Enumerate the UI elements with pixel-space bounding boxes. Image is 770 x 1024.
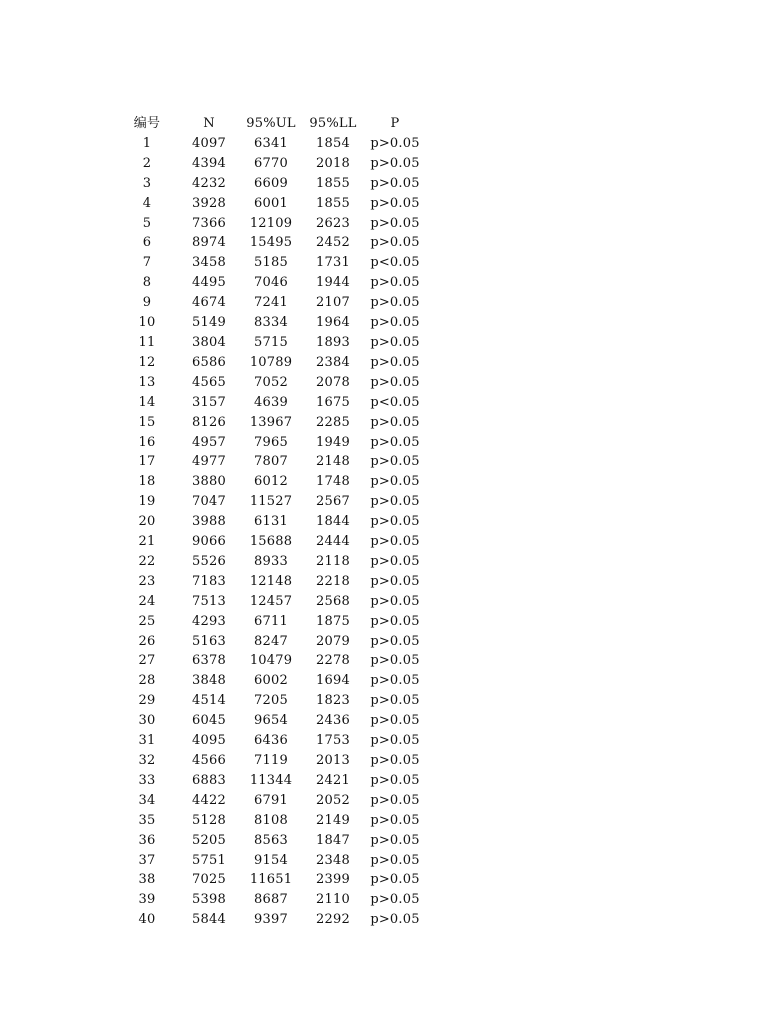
table-row xyxy=(116,671,426,691)
cell-n: 4394 xyxy=(192,155,226,171)
cell-p: p>0.05 xyxy=(370,235,420,251)
cell-id: 28 xyxy=(138,673,156,689)
table-row xyxy=(116,353,426,373)
cell-ul: 13967 xyxy=(249,414,293,430)
cell-p: p>0.05 xyxy=(370,753,420,768)
cell-id: 12 xyxy=(138,354,156,370)
table-row xyxy=(116,870,426,890)
cell-ul: 9397 xyxy=(254,912,288,928)
cell-p: p>0.05 xyxy=(370,633,420,649)
table-row xyxy=(116,910,426,930)
cell-id: 29 xyxy=(138,693,156,709)
cell-p: p>0.05 xyxy=(370,295,420,311)
cell-n: 3157 xyxy=(192,394,226,410)
cell-p: p>0.05 xyxy=(370,494,420,510)
cell-ul: 15688 xyxy=(249,534,293,550)
cell-n: 4957 xyxy=(192,434,226,450)
header-n: N xyxy=(203,116,215,131)
cell-p: p>0.05 xyxy=(370,315,420,331)
cell-ul: 7241 xyxy=(254,295,288,311)
cell-n: 7047 xyxy=(192,494,226,510)
cell-id: 1 xyxy=(142,135,152,151)
cell-id: 26 xyxy=(138,633,156,649)
cell-id: 30 xyxy=(138,713,156,729)
cell-ul: 5185 xyxy=(254,255,288,271)
cell-p: p>0.05 xyxy=(370,613,420,629)
cell-n: 5526 xyxy=(192,553,226,569)
cell-ul: 6770 xyxy=(254,155,288,171)
table-row xyxy=(116,333,426,353)
cell-ll: 2149 xyxy=(316,812,350,828)
cell-id: 22 xyxy=(138,553,156,569)
cell-ll: 2018 xyxy=(316,155,350,171)
cell-p: p>0.05 xyxy=(370,374,420,390)
cell-ll: 2107 xyxy=(316,295,350,311)
cell-n: 4293 xyxy=(192,613,226,629)
table-row xyxy=(116,273,426,293)
cell-id: 7 xyxy=(142,255,152,271)
cell-n: 4495 xyxy=(192,275,226,291)
cell-ul: 6711 xyxy=(254,613,288,629)
cell-ll: 2348 xyxy=(316,852,350,868)
header-row xyxy=(116,114,426,134)
cell-p: p>0.05 xyxy=(370,155,420,171)
header-95-ll: 95%LL xyxy=(309,116,357,131)
cell-n: 4977 xyxy=(192,454,226,470)
cell-p: p>0.05 xyxy=(370,912,420,928)
cell-n: 4095 xyxy=(192,733,226,749)
table-row xyxy=(116,154,426,174)
cell-n: 5751 xyxy=(192,852,226,868)
cell-ll: 2436 xyxy=(316,713,350,729)
cell-id: 15 xyxy=(138,414,156,430)
cell-id: 31 xyxy=(138,733,156,749)
cell-id: 20 xyxy=(138,514,156,530)
cell-ul: 8933 xyxy=(254,553,288,569)
cell-ll: 2568 xyxy=(316,593,350,609)
cell-ll: 1753 xyxy=(316,733,350,749)
cell-p: p>0.05 xyxy=(370,653,420,669)
cell-p: p>0.05 xyxy=(370,573,420,589)
cell-p: p>0.05 xyxy=(370,354,420,370)
cell-ll: 2278 xyxy=(316,653,350,669)
cell-n: 6586 xyxy=(192,354,226,370)
cell-ul: 8687 xyxy=(254,892,288,908)
cell-p: p>0.05 xyxy=(370,832,420,848)
header-id: 编号 xyxy=(133,116,161,131)
cell-id: 25 xyxy=(138,613,156,629)
cell-id: 32 xyxy=(138,753,156,768)
cell-id: 5 xyxy=(142,215,152,231)
table-row xyxy=(116,373,426,393)
cell-ul: 5715 xyxy=(254,334,288,350)
table-row xyxy=(116,413,426,433)
table-row xyxy=(116,174,426,194)
cell-n: 3458 xyxy=(192,255,226,271)
cell-id: 23 xyxy=(138,573,156,589)
table-row xyxy=(116,651,426,671)
cell-p: p>0.05 xyxy=(370,733,420,749)
cell-id: 38 xyxy=(138,872,156,888)
cell-ul: 12457 xyxy=(249,593,293,609)
cell-p: p>0.05 xyxy=(370,772,420,788)
cell-n: 7366 xyxy=(192,215,226,231)
cell-p: p>0.05 xyxy=(370,593,420,609)
cell-ll: 1847 xyxy=(316,832,350,848)
cell-ll: 1855 xyxy=(316,175,350,191)
cell-n: 4566 xyxy=(192,753,226,768)
cell-id: 27 xyxy=(138,653,156,669)
cell-p: p>0.05 xyxy=(370,334,420,350)
cell-ll: 1944 xyxy=(316,275,350,291)
cell-ll: 1964 xyxy=(316,315,350,331)
cell-p: p>0.05 xyxy=(370,852,420,868)
table-row xyxy=(116,253,426,273)
cell-ul: 6001 xyxy=(254,195,288,211)
cell-ul: 12148 xyxy=(249,573,293,589)
cell-ul: 7119 xyxy=(254,753,288,768)
table-row xyxy=(116,791,426,811)
cell-ll: 1748 xyxy=(316,474,350,490)
header-95-ul: 95%UL xyxy=(246,116,296,131)
cell-ul: 6341 xyxy=(254,135,288,151)
cell-n: 6378 xyxy=(192,653,226,669)
cell-ll: 2118 xyxy=(316,553,350,569)
cell-n: 3988 xyxy=(192,514,226,530)
cell-p: p>0.05 xyxy=(370,215,420,231)
cell-p: p>0.05 xyxy=(370,713,420,729)
table-row xyxy=(116,831,426,851)
table-row xyxy=(116,890,426,910)
cell-n: 3848 xyxy=(192,673,226,689)
cell-id: 39 xyxy=(138,892,156,908)
cell-id: 40 xyxy=(138,912,156,928)
cell-id: 36 xyxy=(138,832,156,848)
cell-ll: 1854 xyxy=(316,135,350,151)
cell-n: 5128 xyxy=(192,812,226,828)
data-table xyxy=(116,114,426,930)
cell-ll: 1694 xyxy=(316,673,350,689)
cell-p: p>0.05 xyxy=(370,454,420,470)
table-row xyxy=(116,632,426,652)
cell-n: 5163 xyxy=(192,633,226,649)
cell-ll: 1823 xyxy=(316,693,350,709)
cell-id: 37 xyxy=(138,852,156,868)
cell-ll: 2452 xyxy=(316,235,350,251)
cell-p: p>0.05 xyxy=(370,434,420,450)
table-header xyxy=(116,114,426,134)
table-row xyxy=(116,572,426,592)
cell-n: 4097 xyxy=(192,135,226,151)
table-row xyxy=(116,771,426,791)
cell-ll: 2078 xyxy=(316,374,350,390)
table-row xyxy=(116,532,426,552)
cell-n: 6883 xyxy=(192,772,226,788)
cell-n: 7025 xyxy=(192,872,226,888)
table-row xyxy=(116,492,426,512)
cell-ll: 1675 xyxy=(316,394,350,410)
cell-ul: 15495 xyxy=(249,235,293,251)
cell-ul: 6012 xyxy=(254,474,288,490)
cell-ll: 1949 xyxy=(316,434,350,450)
cell-ul: 8563 xyxy=(254,832,288,848)
cell-p: p>0.05 xyxy=(370,812,420,828)
cell-ll: 2148 xyxy=(316,454,350,470)
cell-ul: 7052 xyxy=(254,374,288,390)
cell-n: 6045 xyxy=(192,713,226,729)
cell-ll: 2079 xyxy=(316,633,350,649)
cell-ul: 7965 xyxy=(254,434,288,450)
header-p: P xyxy=(390,116,400,131)
cell-id: 9 xyxy=(142,295,152,311)
cell-n: 3928 xyxy=(192,195,226,211)
cell-id: 6 xyxy=(142,235,152,251)
table-row xyxy=(116,731,426,751)
table-row xyxy=(116,233,426,253)
cell-p: p>0.05 xyxy=(370,514,420,530)
cell-ul: 6131 xyxy=(254,514,288,530)
table-row xyxy=(116,134,426,154)
cell-id: 2 xyxy=(142,155,152,171)
table-row xyxy=(116,472,426,492)
cell-ll: 2567 xyxy=(316,494,350,510)
cell-ul: 4639 xyxy=(254,394,288,410)
cell-ul: 11651 xyxy=(249,872,293,888)
cell-ll: 2218 xyxy=(316,573,350,589)
cell-id: 21 xyxy=(138,534,156,550)
cell-id: 35 xyxy=(138,812,156,828)
cell-ul: 12109 xyxy=(249,215,293,231)
cell-ll: 1893 xyxy=(316,334,350,350)
cell-ul: 7807 xyxy=(254,454,288,470)
cell-id: 34 xyxy=(138,792,156,808)
cell-id: 24 xyxy=(138,593,156,609)
cell-p: p>0.05 xyxy=(370,135,420,151)
cell-n: 4232 xyxy=(192,175,226,191)
cell-n: 4565 xyxy=(192,374,226,390)
cell-ll: 2013 xyxy=(316,753,350,768)
table-row xyxy=(116,592,426,612)
table-row xyxy=(116,711,426,731)
cell-ul: 10479 xyxy=(249,653,293,669)
cell-ul: 6791 xyxy=(254,792,288,808)
cell-ll: 1844 xyxy=(316,514,350,530)
table-row xyxy=(116,293,426,313)
cell-n: 8974 xyxy=(192,235,226,251)
cell-ul: 9654 xyxy=(254,713,288,729)
table-row xyxy=(116,691,426,711)
cell-ll: 1875 xyxy=(316,613,350,629)
cell-id: 8 xyxy=(142,275,152,291)
cell-n: 3880 xyxy=(192,474,226,490)
cell-ul: 6609 xyxy=(254,175,288,191)
table-row xyxy=(116,194,426,214)
cell-p: p>0.05 xyxy=(370,414,420,430)
cell-ul: 10789 xyxy=(249,354,293,370)
cell-p: p>0.05 xyxy=(370,534,420,550)
cell-id: 11 xyxy=(138,334,156,350)
cell-ll: 1855 xyxy=(316,195,350,211)
cell-p: p>0.05 xyxy=(370,693,420,709)
cell-ul: 8108 xyxy=(254,812,288,828)
cell-n: 4514 xyxy=(192,693,226,709)
cell-ll: 2052 xyxy=(316,792,350,808)
cell-id: 17 xyxy=(138,454,156,470)
cell-id: 10 xyxy=(138,315,156,331)
table-row xyxy=(116,433,426,453)
cell-n: 5205 xyxy=(192,832,226,848)
cell-id: 14 xyxy=(138,394,156,410)
cell-id: 33 xyxy=(138,772,156,788)
cell-n: 3804 xyxy=(192,334,226,350)
cell-n: 4674 xyxy=(192,295,226,311)
cell-ll: 2623 xyxy=(316,215,350,231)
table-body xyxy=(116,134,426,930)
cell-n: 9066 xyxy=(192,534,226,550)
cell-ul: 6002 xyxy=(254,673,288,689)
cell-p: p>0.05 xyxy=(370,792,420,808)
cell-ul: 9154 xyxy=(254,852,288,868)
cell-p: p>0.05 xyxy=(370,892,420,908)
cell-id: 3 xyxy=(142,175,152,191)
cell-n: 7513 xyxy=(192,593,226,609)
table-row xyxy=(116,751,426,771)
cell-ll: 2421 xyxy=(316,772,350,788)
cell-n: 7183 xyxy=(192,573,226,589)
table-row xyxy=(116,452,426,472)
cell-ll: 2399 xyxy=(316,872,350,888)
cell-n: 4422 xyxy=(192,792,226,808)
table-row xyxy=(116,552,426,572)
cell-ll: 2384 xyxy=(316,354,350,370)
cell-ll: 1731 xyxy=(316,255,350,271)
cell-ul: 7046 xyxy=(254,275,288,291)
table-row xyxy=(116,393,426,413)
cell-ul: 11527 xyxy=(249,494,293,510)
table-row xyxy=(116,612,426,632)
cell-ll: 2110 xyxy=(316,892,350,908)
cell-p: p>0.05 xyxy=(370,175,420,191)
cell-ul: 11344 xyxy=(249,772,293,788)
cell-ul: 8334 xyxy=(254,315,288,331)
cell-id: 16 xyxy=(138,434,156,450)
table-row xyxy=(116,512,426,532)
cell-id: 18 xyxy=(138,474,156,490)
cell-ll: 2285 xyxy=(316,414,350,430)
cell-ll: 2292 xyxy=(316,912,350,928)
cell-id: 13 xyxy=(138,374,156,390)
cell-ul: 6436 xyxy=(254,733,288,749)
cell-p: p<0.05 xyxy=(370,394,420,410)
table-row xyxy=(116,851,426,871)
cell-p: p>0.05 xyxy=(370,673,420,689)
cell-ul: 7205 xyxy=(254,693,288,709)
cell-p: p<0.05 xyxy=(370,255,420,271)
cell-p: p>0.05 xyxy=(370,275,420,291)
cell-p: p>0.05 xyxy=(370,872,420,888)
cell-id: 19 xyxy=(138,494,156,510)
cell-p: p>0.05 xyxy=(370,195,420,211)
cell-n: 5398 xyxy=(192,892,226,908)
table-row xyxy=(116,313,426,333)
table-row xyxy=(116,214,426,234)
cell-n: 5844 xyxy=(192,912,226,928)
cell-ll: 2444 xyxy=(316,534,350,550)
cell-id: 4 xyxy=(142,195,152,211)
cell-p: p>0.05 xyxy=(370,474,420,490)
table-row xyxy=(116,811,426,831)
cell-ul: 8247 xyxy=(254,633,288,649)
cell-n: 5149 xyxy=(192,315,226,331)
cell-p: p>0.05 xyxy=(370,553,420,569)
cell-n: 8126 xyxy=(192,414,226,430)
